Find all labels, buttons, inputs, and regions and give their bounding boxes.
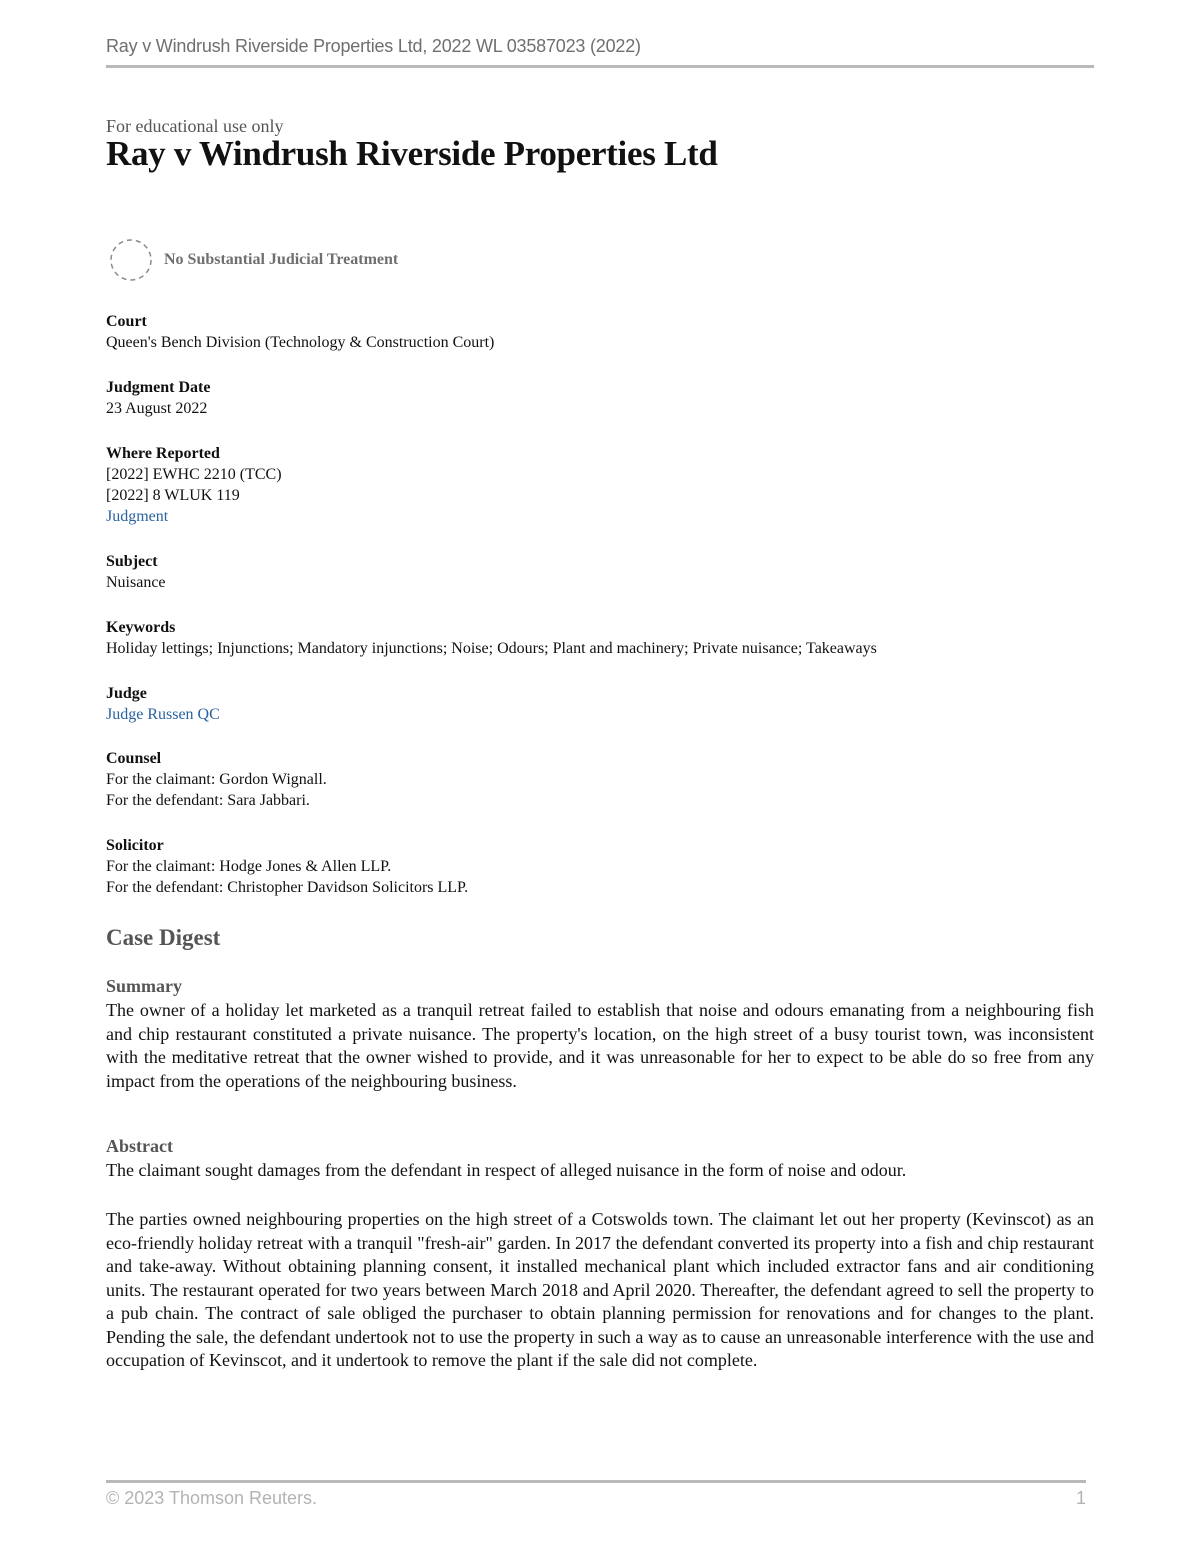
court-field — [106, 311, 1096, 353]
dashed-circle-icon — [110, 239, 152, 281]
counsel-label: Counsel — [106, 750, 162, 767]
subject-label: Subject — [106, 553, 158, 570]
footer-page-number: 1 — [1076, 1488, 1087, 1508]
solicitor-defendant: For the defendant: Christopher Davidson Solicitors LLP. — [106, 879, 469, 896]
running-header — [106, 36, 1094, 68]
abstract-paragraph-1: The claimant sought damages from the defendant in respect of alleged nuisance in the form of noise and odour. — [106, 1160, 907, 1180]
educational-use-note: For educational use only — [106, 116, 284, 136]
abstract-paragraph-2: The parties owned neighbouring properties on the high street of a Cotswolds town. The claimant let out her property (Kevinscot) as an eco-friendly holiday retreat with a tranquil "fresh-air" garden. In 2017 the defendant converted its property into a fish and chip restaurant and take-away. Without obtaining planning consent, it installed mechanical plant which included extractor fans and air conditioning units. The restaurant operated for two years between March 2018 and April 2020. Thereafter, the defendant agreed to sell the property to a pub chain. The contract of sale obliged the purchaser to obtain planning permission for renovations and for changes to the plant. Pending the sale, the defendant undertook not to use the property in such a way as to cause an unreasonable interference with the use and occupation of Kevinscot, and it undertook to remove the plant if the sale did not complete. — [106, 1209, 1094, 1370]
solicitor-label: Solicitor — [106, 837, 164, 854]
judge-field — [106, 683, 1096, 725]
subject-field — [106, 551, 1096, 593]
subject-value: Nuisance — [106, 574, 166, 591]
court-value: Queen's Bench Division (Technology & Construction Court) — [106, 334, 495, 351]
footer-copyright: © 2023 Thomson Reuters. — [106, 1488, 318, 1508]
solicitor-field — [106, 835, 1096, 898]
judge-link[interactable]: Judge Russen QC — [106, 706, 220, 723]
counsel-field — [106, 748, 1096, 811]
judgment-link[interactable]: Judgment — [106, 508, 169, 525]
judgment-date-label: Judgment Date — [106, 379, 211, 396]
counsel-defendant: For the defendant: Sara Jabbari. — [106, 792, 310, 809]
where-reported-label: Where Reported — [106, 445, 220, 462]
document-title: Ray v Windrush Riverside Properties Ltd — [106, 134, 718, 173]
citation-wluk: [2022] 8 WLUK 119 — [106, 487, 240, 504]
judgment-date-value: 23 August 2022 — [106, 400, 208, 417]
summary-text: The owner of a holiday let marketed as a tranquil retreat failed to establish that noise and odours emanating from a neighbouring fish and chip restaurant constituted a private nuisance. The property's location, on the high street of a busy tourist town, was inconsistent with the meditative retreat that the owner wished to provide, and it was unreasonable for her to expect to be able do so free from any impact from the operations of the neighbouring business. — [106, 1000, 1094, 1091]
judge-label: Judge — [106, 685, 147, 702]
keywords-label: Keywords — [106, 619, 176, 636]
case-digest-heading: Case Digest — [106, 925, 221, 950]
keywords-field — [106, 617, 1096, 659]
keywords-value: Holiday lettings; Injunctions; Mandatory injunctions; Noise; Odours; Plant and machinery; Private nuisance; Takeaways — [106, 640, 877, 657]
judicial-treatment-indicator — [110, 238, 398, 282]
citation-ewhc: [2022] EWHC 2210 (TCC) — [106, 466, 282, 483]
counsel-claimant: For the claimant: Gordon Wignall. — [106, 771, 327, 788]
running-header-title: Ray v Windrush Riverside Properties Ltd, 2022 WL 03587023 (2022) — [106, 36, 641, 56]
abstract-heading: Abstract — [106, 1136, 173, 1156]
judgment-date-field — [106, 377, 1096, 419]
footer-divider — [106, 1480, 1086, 1483]
solicitor-claimant: For the claimant: Hodge Jones & Allen LLP. — [106, 858, 392, 875]
treatment-label: No Substantial Judicial Treatment — [164, 251, 399, 268]
court-label: Court — [106, 313, 147, 330]
summary-heading: Summary — [106, 976, 182, 996]
where-reported-field — [106, 443, 1096, 527]
